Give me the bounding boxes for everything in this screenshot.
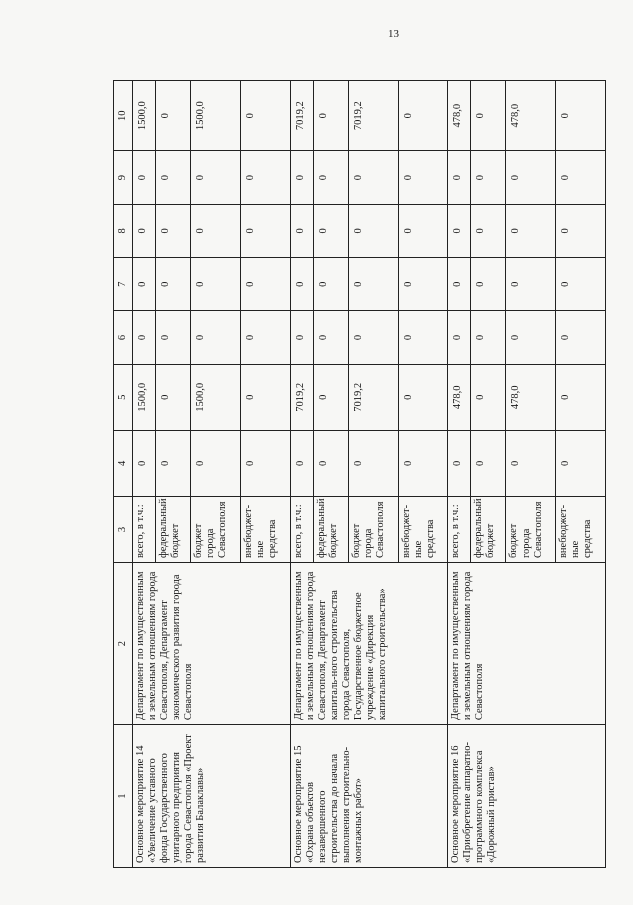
- value-cell-col-5: 0: [556, 364, 606, 430]
- column-header-6: 6: [114, 311, 133, 364]
- value-cell-col-7: 0: [133, 258, 156, 311]
- executor-cell: Департамент по имущественным и земельным отношениям города Севастополя, Департамент экономического развития города Севастополя: [133, 563, 291, 725]
- budget-table: [113, 80, 606, 868]
- value-cell-col-6: 0: [240, 311, 290, 364]
- value-cell-col-10: 0: [240, 81, 290, 151]
- value-cell-col-4: 0: [506, 430, 556, 496]
- column-header-10: 10: [114, 81, 133, 151]
- value-cell-col-4: 0: [398, 430, 448, 496]
- value-cell-col-6: 0: [133, 311, 156, 364]
- value-cell-col-6: 0: [313, 311, 348, 364]
- header-row: [114, 81, 133, 868]
- value-cell-col-6: 0: [448, 311, 471, 364]
- value-cell-col-10: 478,0: [506, 81, 556, 151]
- table-row: [133, 81, 156, 868]
- value-cell-col-7: 0: [290, 258, 313, 311]
- activity-cell: Основное мероприятие 15 «Охрана объектов незавершенного строительства до начала выполнения строительно-монтажных работ»: [290, 725, 448, 868]
- column-header-5: 5: [114, 364, 133, 430]
- funding-source-cell: бюджет города Севастополя: [506, 496, 556, 562]
- value-cell-col-10: 1500,0: [133, 81, 156, 151]
- value-cell-col-9: 0: [398, 151, 448, 204]
- value-cell-col-9: 0: [506, 151, 556, 204]
- value-cell-col-6: 0: [471, 311, 506, 364]
- funding-source-cell: всего, в т.ч.:: [448, 496, 471, 562]
- column-header-1: 1: [114, 725, 133, 868]
- value-cell-col-10: 0: [313, 81, 348, 151]
- value-cell-col-7: 0: [313, 258, 348, 311]
- value-cell-col-4: 0: [191, 430, 241, 496]
- value-cell-col-9: 0: [133, 151, 156, 204]
- funding-source-cell: федеральный бюджет: [313, 496, 348, 562]
- value-cell-col-5: 7019,2: [290, 364, 313, 430]
- column-header-3: 3: [114, 496, 133, 562]
- value-cell-col-7: 0: [156, 258, 191, 311]
- funding-source-cell: федеральный бюджет: [471, 496, 506, 562]
- value-cell-col-7: 0: [556, 258, 606, 311]
- value-cell-col-4: 0: [556, 430, 606, 496]
- value-cell-col-9: 0: [448, 151, 471, 204]
- value-cell-col-9: 0: [313, 151, 348, 204]
- value-cell-col-8: 0: [240, 204, 290, 257]
- table-body: [133, 81, 606, 868]
- value-cell-col-8: 0: [471, 204, 506, 257]
- column-header-2: 2: [114, 563, 133, 725]
- value-cell-col-4: 0: [313, 430, 348, 496]
- executor-cell: Департамент по имущественным и земельным отношениям города Севастополя: [448, 563, 606, 725]
- value-cell-col-4: 0: [290, 430, 313, 496]
- value-cell-col-9: 0: [240, 151, 290, 204]
- funding-source-cell: внебюджет-ные средства: [398, 496, 448, 562]
- value-cell-col-7: 0: [348, 258, 398, 311]
- value-cell-col-7: 0: [191, 258, 241, 311]
- value-cell-col-8: 0: [348, 204, 398, 257]
- value-cell-col-4: 0: [156, 430, 191, 496]
- value-cell-col-6: 0: [556, 311, 606, 364]
- value-cell-col-6: 0: [506, 311, 556, 364]
- value-cell-col-4: 0: [240, 430, 290, 496]
- value-cell-col-5: 1500,0: [191, 364, 241, 430]
- value-cell-col-7: 0: [471, 258, 506, 311]
- value-cell-col-10: 7019,2: [348, 81, 398, 151]
- value-cell-col-5: 0: [471, 364, 506, 430]
- value-cell-col-10: 478,0: [448, 81, 471, 151]
- value-cell-col-5: 478,0: [506, 364, 556, 430]
- funding-source-cell: федеральный бюджет: [156, 496, 191, 562]
- value-cell-col-8: 0: [156, 204, 191, 257]
- value-cell-col-5: 1500,0: [133, 364, 156, 430]
- value-cell-col-10: 0: [471, 81, 506, 151]
- value-cell-col-10: 0: [156, 81, 191, 151]
- funding-source-cell: бюджет города Севастополя: [191, 496, 241, 562]
- activity-cell: Основное мероприятие 16 «Приобретение аппаратно-программного комплекса «Дорожный пристав»: [448, 725, 606, 868]
- value-cell-col-9: 0: [156, 151, 191, 204]
- value-cell-col-9: 0: [290, 151, 313, 204]
- value-cell-col-9: 0: [348, 151, 398, 204]
- funding-source-cell: всего, в т.ч.:: [290, 496, 313, 562]
- value-cell-col-6: 0: [398, 311, 448, 364]
- funding-source-cell: бюджет города Севастополя: [348, 496, 398, 562]
- value-cell-col-8: 0: [398, 204, 448, 257]
- activity-cell: Основное мероприятие 14 «Увеличение уставного фонда Государственного унитарного предприятия города Севастополя «Проект развития Балаклавы»: [133, 725, 291, 868]
- value-cell-col-6: 0: [348, 311, 398, 364]
- value-cell-col-9: 0: [191, 151, 241, 204]
- value-cell-col-9: 0: [471, 151, 506, 204]
- column-header-4: 4: [114, 430, 133, 496]
- value-cell-col-8: 0: [191, 204, 241, 257]
- value-cell-col-8: 0: [133, 204, 156, 257]
- value-cell-col-6: 0: [191, 311, 241, 364]
- value-cell-col-10: 7019,2: [290, 81, 313, 151]
- funding-source-cell: всего, в т.ч.:: [133, 496, 156, 562]
- value-cell-col-8: 0: [313, 204, 348, 257]
- column-header-7: 7: [114, 258, 133, 311]
- value-cell-col-8: 0: [506, 204, 556, 257]
- column-header-8: 8: [114, 204, 133, 257]
- funding-source-cell: внебюджет-ные средства: [556, 496, 606, 562]
- value-cell-col-10: 1500,0: [191, 81, 241, 151]
- value-cell-col-5: 0: [398, 364, 448, 430]
- value-cell-col-5: 0: [156, 364, 191, 430]
- value-cell-col-8: 0: [448, 204, 471, 257]
- value-cell-col-7: 0: [240, 258, 290, 311]
- value-cell-col-10: 0: [398, 81, 448, 151]
- executor-cell: Департамент по имущественным и земельным отношениям города Севастополя, Департамент капиталь-ного строительства города Севастополя, Государственное бюджетное учреждение «Дирекция капитального строительства»: [290, 563, 448, 725]
- value-cell-col-10: 0: [556, 81, 606, 151]
- value-cell-col-4: 0: [448, 430, 471, 496]
- value-cell-col-8: 0: [290, 204, 313, 257]
- value-cell-col-6: 0: [156, 311, 191, 364]
- value-cell-col-4: 0: [471, 430, 506, 496]
- value-cell-col-7: 0: [448, 258, 471, 311]
- value-cell-col-5: 0: [240, 364, 290, 430]
- value-cell-col-4: 0: [348, 430, 398, 496]
- value-cell-col-7: 0: [506, 258, 556, 311]
- page-number: 13: [388, 28, 399, 40]
- column-header-9: 9: [114, 151, 133, 204]
- value-cell-col-9: 0: [556, 151, 606, 204]
- value-cell-col-6: 0: [290, 311, 313, 364]
- funding-source-cell: внебюджет-ные средства: [240, 496, 290, 562]
- table-row: [448, 81, 471, 868]
- value-cell-col-5: 7019,2: [348, 364, 398, 430]
- value-cell-col-5: 478,0: [448, 364, 471, 430]
- table-row: [290, 81, 313, 868]
- value-cell-col-5: 0: [313, 364, 348, 430]
- rotated-table-container: [113, 80, 606, 868]
- value-cell-col-7: 0: [398, 258, 448, 311]
- value-cell-col-8: 0: [556, 204, 606, 257]
- value-cell-col-4: 0: [133, 430, 156, 496]
